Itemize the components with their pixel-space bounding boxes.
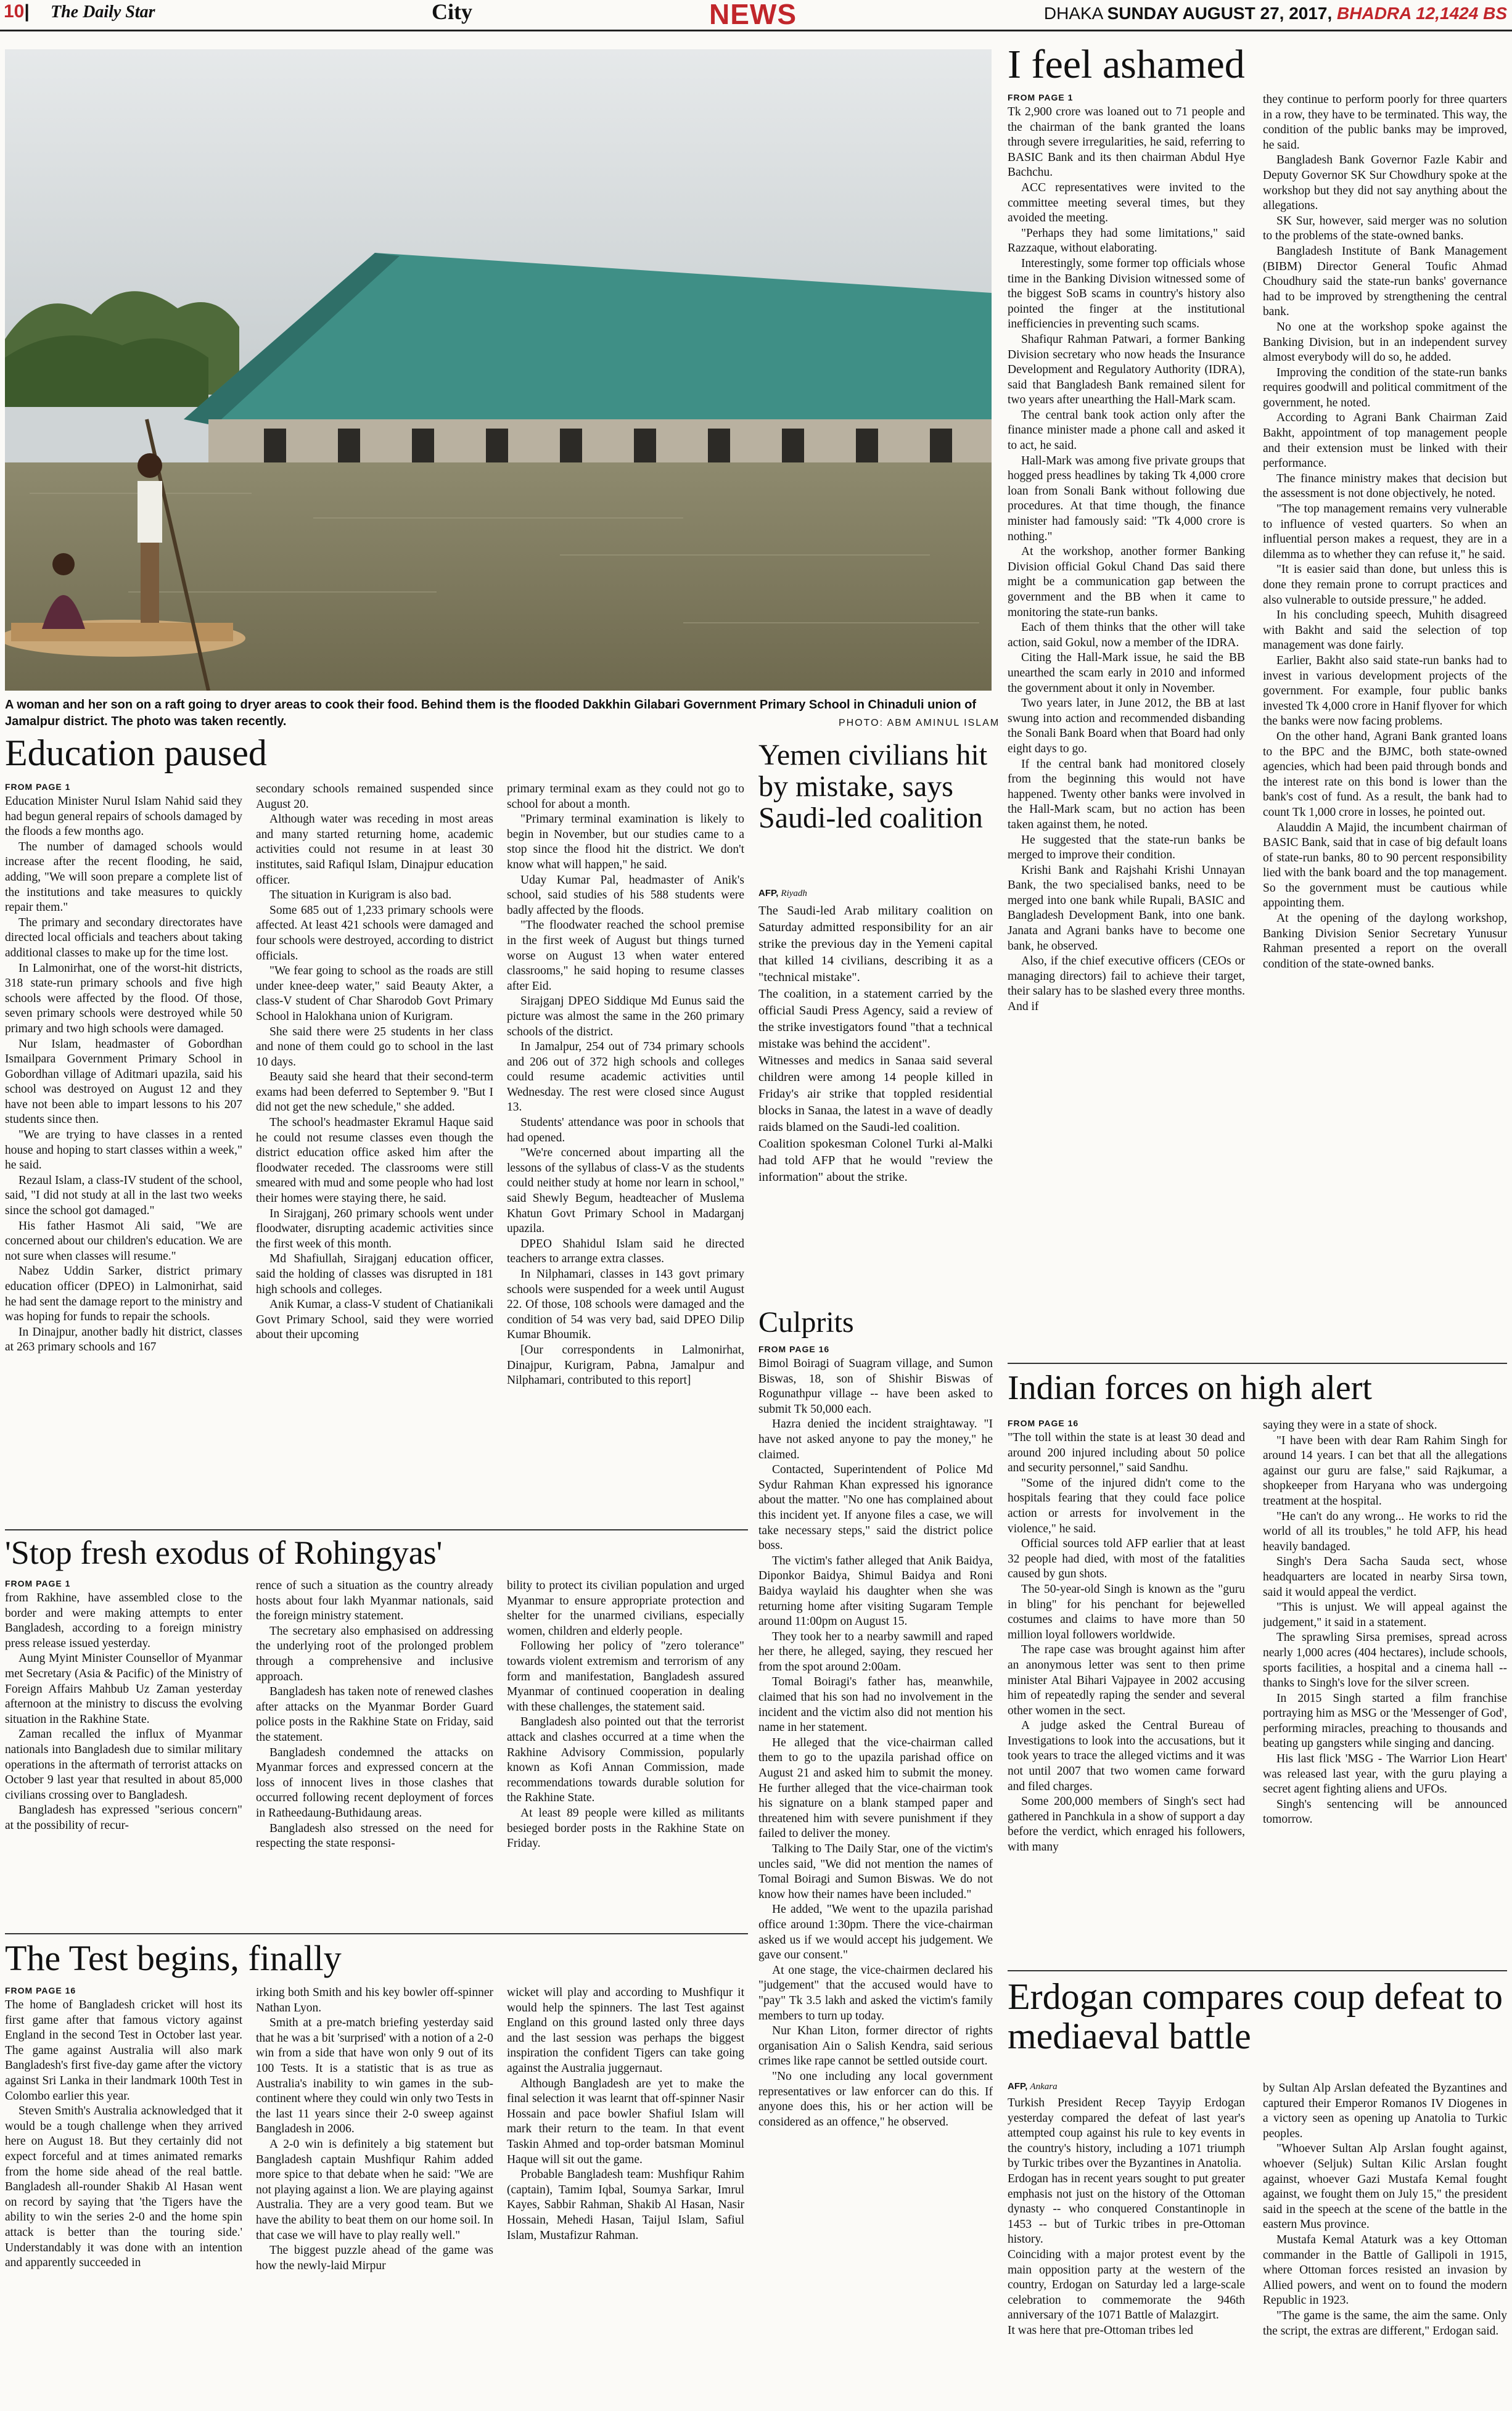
indian-divider (1008, 1363, 1507, 1364)
paragraph: SK Sur, however, said merger was no solution to the problems of the state-owned banks. (1263, 214, 1507, 243)
paragraph: [Our correspondents in Lalmonirhat, Dinajpur, Kurigram, Pabna, Jamalpur and Nilphamari, contributed to this report] (507, 1343, 744, 1387)
paragraph: Krishi Bank and Rajshahi Krishi Unnayan Bank, the two specialised banks, need to be merged into one bank while Rupali, BASIC and Bangladesh Development Bank, into one bank. Janata and Agrani banks have to become one bank, he observed. (1008, 863, 1245, 953)
paragraph: wicket will play and according to Mushfiqur it would help the spinners. The last Test against England on this ground lasted only three days and the last session was perhaps the biggest inspiration the confident Tigers can take going against the Australia juggernaut. (507, 1986, 744, 2075)
paragraph: The sprawling Sirsa premises, spread across nearly 1,000 acres (404 hectares), include schools, sports facilities, a hospital and a cinema hall -- thanks to Singh's love for the silver screen. (1263, 1631, 1507, 1690)
paragraph: Erdogan has in recent years sought to put greater emphasis not just on the history of the Ottoman dynasty -- who conquered Constantinople in 1453 -- but of Turkic tribes in pre-Ottoman history. (1008, 2172, 1245, 2246)
paragraph: ACC representatives were invited to the committee meeting several times, but they avoided the meeting. (1008, 181, 1245, 225)
paragraph: The 50-year-old Singh is known as the "guru in bling" for his penchant for bejewelled costumes and claims to have more than 50 million loyal followers worldwide. (1008, 1582, 1245, 1641)
flood-scene-illustration (5, 49, 992, 691)
paragraph: In his concluding speech, Muhith disagreed with Bakht and said the selection of top management was done fairly. (1263, 609, 1507, 652)
paragraph: Coalition spokesman Colonel Turki al-Malki had told AFP that he would "review the information" about the strike. (758, 1137, 993, 1184)
paragraph: they continue to perform poorly for three quarters in a row, they have to be terminated. This way, the condition of the public banks may be improved, he said. (1263, 93, 1507, 152)
yemen-headline: Yemen civilians hit by mistake, says Saudi-led coalition (758, 739, 988, 834)
paragraph: The home of Bangladesh cricket will host its first game after that famous victory against England in the second Test in October last year. The game against Australia will also mark Bangladesh's first five-day game after the victory against Sri Lanka in their landmark 100th Test in Colombo earlier this year. (5, 1998, 242, 2103)
rohingya-headline: 'Stop fresh exodus of Rohingyas' (5, 1534, 443, 1571)
section-label: City (432, 0, 472, 24)
paragraph: According to Agrani Bank Chairman Zaid Bakht, appointment of top management people and their extension must be linked with their performance. (1263, 411, 1507, 470)
erdogan-divider (1008, 1970, 1507, 1971)
test-col-3 (507, 1986, 744, 2405)
erdogan-byline: AFP, Ankara (1008, 2081, 1058, 2092)
paragraph: by Sultan Alp Arslan defeated the Byzantines and captured their Emperor Romanos IV Diogenes in a victory seen as opening up Anatolia to Turkic peoples. (1263, 2082, 1507, 2140)
paragraph: saying they were in a state of shock. (1263, 1419, 1437, 1432)
erdogan-col-2 (1263, 2081, 1507, 2405)
test-from-label: FROM PAGE 16 (5, 1986, 76, 1995)
paragraph: Education Minister Nurul Islam Nahid said they had begun general repairs of schools damaged by the floods a few months ago. (5, 795, 242, 839)
paragraph: Following her policy of "zero tolerance" towards violent extremism and terrorism of any form and manifestation, Bangladesh assured Myanmar of continued cooperation in dealing with these challenges, the statement said. (507, 1640, 744, 1714)
paragraph: The school's headmaster Ekramul Haque said he could not resume classes even though the district education office asked him after the floodwater receded. The classrooms were still smeared with mud and some people who had lost their homes were staying there, he said. (256, 1116, 493, 1206)
culprits-from-label: FROM PAGE 16 (758, 1344, 830, 1354)
paragraph: Improving the condition of the state-run banks requires goodwill and political commitment of the government, he noted. (1263, 366, 1507, 409)
paragraph: Official sources told AFP earlier that at least 32 people had died, with most of the fatalities caused by gun shots. (1008, 1537, 1245, 1581)
paragraph: Nur Khan Liton, former director of rights organisation Ain o Salish Kendra, said serious crimes like rape cannot be settled outside court. (758, 2024, 993, 2068)
rohingya-col-3 (507, 1579, 744, 1921)
paragraph: In Lalmonirhat, one of the worst-hit districts, 318 state-run primary schools and five high schools were affected by the flood. Of those, seven primary schools were destroyed while 50 primary and two high schools were damaged. (5, 961, 242, 1035)
paragraph: Two years later, in June 2012, the BB at last swung into action and recommended disbanding the Sonali Bank Board when that Board had only eight days to go. (1008, 697, 1245, 755)
paragraph: secondary schools remained suspended since August 20. (256, 782, 493, 811)
paragraph: Hall-Mark was among five private groups that hogged press headlines by taking Tk 4,000 crore loan from Sonali Bank without following due procedures. At that time though, the finance minister had famously said: "Tk 4,000 crore is nothing." (1008, 454, 1245, 543)
paragraph: Students' attendance was poor in schools that had opened. (507, 1116, 744, 1144)
paragraph: The central bank took action only after the finance minister made a phone call and asked it to act, he said. (1008, 408, 1245, 453)
paragraph: Some 685 out of 1,233 primary schools were affected. At least 421 schools were damaged and four schools were destroyed, according to district officials. (256, 903, 493, 963)
indian-col-2 (1263, 1418, 1507, 1955)
paragraph: Interestingly, some former top officials whose time in the Banking Division witnessed some of the biggest SoB scams in country's history also pointed the finger at the institutional inefficiencies in preventing such scams. (1008, 257, 1245, 331)
paragraph: DPEO Shahidul Islam said he directed teachers to arrange extra classes. (507, 1237, 744, 1266)
paragraph: bility to protect its civilian population and urged Myanmar to ensure appropriate protection and shelter for the unarmed civilians, especially women, children and elderly people. (507, 1579, 744, 1638)
paragraph: The number of damaged schools would increase after the recent flooding, he said, adding, "We will soon prepare a complete list of the institutions and take measures to quickly repair them." (5, 840, 242, 914)
paragraph: His last flick 'MSG - The Warrior Lion Heart' was released last year, with the guru playing a secret agent fighting aliens and UFOs. (1263, 1752, 1507, 1796)
paragraph: "The floodwater reached the school premise in the first week of August but things turned worse on August 13 when water entered classrooms," he said hoping to resume classes after Eid. (507, 919, 744, 993)
paragraph: The biggest puzzle ahead of the game was how the newly-laid Mirpur (256, 2244, 493, 2272)
paragraph: At the workshop, another former Banking Division official Gokul Chand Das said there might be a communication gap between the government and the BB when it came to monitoring the state-run banks. (1008, 545, 1245, 619)
paragraph: Singh's Dera Sacha Sauda sect, whose headquarters are located in nearby Sirsa town, said it would appeal the verdict. (1263, 1555, 1507, 1599)
paragraph: "The toll within the state is at least 30 dead and around 200 injured including about 50 police and security personnel," said Sandhu. (1008, 1431, 1245, 1475)
ashamed-from-label: FROM PAGE 1 (1008, 92, 1074, 102)
paragraph: It was here that pre-Ottoman tribes led (1008, 2323, 1194, 2337)
paragraph: Anik Kumar, a class-V student of Chatianikali Govt Primary School, said they were worried about their upcoming (256, 1298, 493, 1342)
education-col-1 (5, 782, 242, 1509)
paragraph: His father Hasmot Ali said, "We are concerned about our children's education. We are not sure when classes will resume." (5, 1219, 242, 1263)
paragraph: rence of such a situation as the country already hosts about four lakh Myanmar nationals, said the foreign ministry statement. (256, 1579, 493, 1623)
indian-from-label: FROM PAGE 16 (1008, 1418, 1079, 1428)
paragraph: Also, if the chief executive officers (CEOs or managing directors) fail to achieve their target, their salary has to be slashed every three months. And if (1008, 955, 1245, 1014)
education-headline: Education paused (5, 733, 267, 773)
paragraph: "Some of the injured didn't come to the hospitals fearing that they could face police action or arrests for involvement in the violence," he said. (1008, 1476, 1245, 1535)
paragraph: Smith at a pre-match briefing yesterday said that he was a bit 'surprised' with a notion of a 2-0 win from a side that have won only 9 out of its 100 Tests. It is a statistic that is as true as Australia's inability to win games in the sub-continent where they could win only two Tests in the last 11 years since their 2-0 sweep against Bangladesh in 2006. (256, 2016, 493, 2136)
paragraph: "I have been with dear Ram Rahim Singh for around 14 years. I can bet that all the allegations against our guru are false," said Rajkumar, a shopkeeper from Haryana who was undergoing treatment at the hospital. (1263, 1434, 1507, 1508)
paragraph: Bangladesh has taken note of renewed clashes after attacks on the Myanmar Border Guard police posts in the Rakhine State on Friday, said the statement. (256, 1685, 493, 1744)
paragraph: Coinciding with a major protest event by the main opposition party at the western of the country, Erdogan on Saturday led a large-scale celebration to commemorate the 946th anniversary of the 1071 Battle of Malazgirt. (1008, 2248, 1245, 2322)
paragraph: The secretary also emphasised on addressing the underlying root of the prolonged problem through a comprehensive and inclusive approach. (256, 1624, 493, 1683)
education-col-2 (256, 782, 493, 1509)
paragraph: At the opening of the daylong workshop, Banking Division Senior Secretary Yunusur Rahman presented a report on the overall condition of the state-owned banks. (1263, 912, 1507, 971)
paragraph: Bimol Boiragi of Suagram village, and Sumon Biswas, 18, son of Shishir Biswas of Rogunathpur village -- have been asked to submit Tk 50,000 each. (758, 1357, 993, 1416)
paragraph: Bangladesh Bank Governor Fazle Kabir and Deputy Governor SK Sur Chowdhury spoke at the workshop but they did not say anything about the allegations. (1263, 154, 1507, 213)
ashamed-headline: I feel ashamed (1008, 42, 1245, 87)
paragraph: Tk 2,900 crore was loaned out to 71 people and the chairman of the bank granted the loans through severe irregularities, he said, referring to BASIC Bank and its then chairman Abdul Hye Bachchu. (1008, 105, 1245, 179)
paragraph: Beauty said she heard that their second-term exams had been deferred to September 9. "But I did not get the new schedule," she added. (256, 1070, 493, 1114)
section-tag: NEWS (709, 0, 797, 30)
paragraph: In Jamalpur, 254 out of 734 primary schools and 206 out of 372 high schools and colleges could resume academic activities until Wednesday. The rest were closed since August 13. (507, 1040, 744, 1114)
paragraph: Although water was receding in most areas and many started returning home, academic activities could not resume in at least 30 institutes, said Rafiqul Islam, Dinajpur education officer. (256, 813, 493, 887)
paragraph: Bangladesh has expressed "serious concern" at the possibility of recur- (5, 1804, 242, 1832)
photo-credit: PHOTO: ABM AMINUL ISLAM (839, 718, 1000, 728)
ashamed-col-1 (1008, 92, 1245, 1350)
paragraph: Uday Kumar Pal, headmaster of Anik's school, said studies of his 588 students were badly affected by the floods. (507, 873, 744, 917)
paragraph: primary terminal exam as they could not go to school for about a month. (507, 782, 744, 811)
paragraph: Sirajganj DPEO Siddique Md Eunus said the picture was almost the same in the 260 primary schools of the district. (507, 995, 744, 1038)
paragraph: "The top management remains very vulnerable to influence of vested quarters. So when an influential person makes a request, they are in a dilemma as to whether they can refuse it," he said. (1263, 503, 1507, 561)
paragraph: A 2-0 win is definitely a big statement but Bangladesh captain Mushfiqur Rahim added more spice to that debate when he said: "We are not playing against a lion. We are playing against Australia. They are a very good team. But we have the ability to beat them on our home soil. In that case we will have to play really well." (256, 2137, 493, 2242)
photo-caption: A woman and her son on a raft going to dryer areas to cook their food. Behind them is the flooded Dakkhin Gilabari Government Primary School in Chinaduli union of Jamalpur district. The photo was taken recently. (5, 698, 976, 728)
paragraph: The rape case was brought against him after an anonymous letter was sent to then prime minister Atal Bihari Vajpayee in 2002 accusing him of repeatedly raping the sender and several other women in the sect. (1008, 1643, 1245, 1717)
paragraph: Bangladesh condemned the attacks on Myanmar forces and expressed concern at the loss of innocent lives in those clashes that occurred following recent deployment of forces in Ratheedaung-Buthidaung areas. (256, 1746, 493, 1820)
paragraph: "It is easier said than done, but unless this is done they remain prone to corrupt practices and also vulnerable to outside pressure," he added. (1263, 563, 1507, 607)
test-headline: The Test begins, finally (5, 1938, 342, 1978)
paragraph: "Perhaps they had some limitations," said Razzaque, without elaborating. (1008, 226, 1245, 255)
paragraph: In Sirajganj, 260 primary schools went under floodwater, disrupting academic activities since the first week of this month. (256, 1207, 493, 1251)
paragraph: In Nilphamari, classes in 143 govt primary schools were suspended for a week until August 22. Of those, 108 schools were damaged and the condition of 54 was very bad, said DPEO Dilip Kumar Bhoumik. (507, 1268, 744, 1342)
paragraph: On the other hand, Agrani Bank granted loans to the BPC and the BJMC, both state-owned agencies, which had been paid through bonds and the interest rate on this bond is lower than the bank's cost of fund. As a result, the bank had to count Tk 1,000 crore in losses, he pointed out. (1263, 729, 1507, 819)
indian-headline: Indian forces on high alert (1008, 1369, 1372, 1407)
paragraph: At least 89 people were killed as militants besieged border posts in the Rakhine State on Friday. (507, 1806, 744, 1850)
rohingya-divider (5, 1529, 748, 1530)
paragraph: Aung Myint Minister Counsellor of Myanmar met Secretary (Asia & Pacific) of the Ministry of Foreign Affairs Mahbub Uz Zaman yesterday afternoon at the ministry to discuss the evolving situation in the Rakhine State. (5, 1652, 242, 1726)
paragraph: from Rakhine, have assembled close to the border and were making attempts to enter Bangladesh, according to a foreign ministry press release issued yesterday. (5, 1592, 242, 1650)
paragraph: Mustafa Kemal Ataturk was a key Ottoman commander in the Battle of Gallipoli in 1915, where Ottoman forces resisted an invasion by Allied powers, and went on to found the modern Republic in 1923. (1263, 2233, 1507, 2307)
paragraph: They took her to a nearby sawmill and raped her there, he alleged, saying, they rescued her from the spot around 2:00am. (758, 1630, 993, 1674)
paragraph: At one stage, the vice-chairmen declared his "judgement" that the accused would have to "pay" Tk 3.5 lakh and asked the victim's family members to turn up today. (758, 1963, 993, 2023)
paragraph: "Primary terminal examination is likely to begin in November, but our studies came to a stop since the flood hit the district. We don't know what will happen," he said. (507, 813, 744, 871)
page-number: 10| (4, 1, 30, 22)
paragraph: Singh's sentencing will be announced tomorrow. (1263, 1797, 1507, 1826)
paragraph: Zaman recalled the influx of Myanmar nationals into Bangladesh due to similar military operations in the aftermath of terrorist attacks on October 9 last year that resulted in about 85,000 civilians crossing over to Bangladesh. (5, 1728, 242, 1802)
paragraph: Tomal Boiragi's father has, meanwhile, claimed that his son had no involvement in the incident and the victim also did not mention his name in her statement. (758, 1675, 993, 1735)
paragraph: "Whoever Sultan Alp Arslan fought against, whoever (Seljuk) Sultan Kilic Arslan fought against, whoever Gazi Mustafa Kemal fought against, we fought them on July 15," the president said in the speech at the scene of the battle in the eastern Mus province. (1263, 2142, 1507, 2232)
paragraph: He suggested that the state-run banks be merged to improve their condition. (1008, 833, 1245, 862)
education-col-3 (507, 782, 744, 1509)
paragraph: He added, "We went to the upazila parishad office around 1:30pm. There the vice-chairman asked us if we would accept his judgement. We gave our consent." (758, 1903, 993, 1962)
education-from-label: FROM PAGE 1 (5, 782, 71, 792)
paragraph: "The game is the same, the aim the same. Only the script, the extras are different," Erdogan said. (1263, 2309, 1507, 2338)
paragraph: The victim's father alleged that Anik Baidya, Diponkor Baidya, Shimul Baidya and Roni Baidya waylaid his daughter when she was returning home after visiting Sugaram Temple around 11:00pm on August 15. (758, 1554, 993, 1629)
yemen-body (758, 888, 993, 1350)
culprits-body (758, 1344, 993, 2405)
paragraph: Md Shafiullah, Sirajganj education officer, said the holding of classes was disrupted in 181 high schools and colleges. (256, 1252, 493, 1296)
paragraph: Turkish President Recep Tayyip Erdogan yesterday compared the defeat of last year's attempted coup against his rule to key events in the country's history, including a 1071 triumph by Turkic tribes over the Byzantines in Anatolia. (1008, 2097, 1245, 2171)
flood-photo (5, 49, 992, 691)
paragraph: Nur Islam, headmaster of Gobordhan Ismailpara Government Primary School in Gobordhan village of Aditmari upazila, said his school was destroyed on August 12 and they have not been able to impart lessons to his 207 students since then. (5, 1037, 242, 1127)
paragraph: Earlier, Bakht also said state-run banks had to invest in various development projects of the government. For example, four public banks invested Tk 4,000 crore in Hanif flyover for which the banks were now facing problems. (1263, 654, 1507, 728)
paragraph: Bangladesh Institute of Bank Management (BIBM) Director General Toufic Ahmad Choudhury said the state-run banks' governance had to be improved by strengthening the central bank. (1263, 244, 1507, 319)
test-divider (5, 1933, 748, 1934)
paragraph: In 2015 Singh started a film franchise portraying him as MSG or the 'Messenger of God', performing miracles, preaching to thousands and beating up gangsters while singing and dancing. (1263, 1691, 1507, 1751)
paragraph: Hazra denied the incident straightaway. "I have not asked anyone to pay the money," he claimed. (758, 1418, 993, 1461)
paragraph: Talking to The Daily Star, one of the victim's uncles said, "We did not mention the names of Tomal Boiragi and Sumon Biswas. We do not know how their names have been included." (758, 1842, 993, 1901)
paper-name: The Daily Star (51, 2, 155, 22)
paragraph: Rezaul Islam, a class-IV student of the school, said, "I did not study at all in the last two weeks since the school got damaged." (5, 1173, 242, 1218)
erdogan-col-1 (1008, 2081, 1245, 2405)
paragraph: The primary and secondary directorates have directed local officials and teachers about taking additional classes to make up for the time lost. (5, 916, 242, 959)
dateline: DHAKA SUNDAY AUGUST 27, 2017, BHADRA 12,1424 BS (1043, 4, 1507, 23)
erdogan-headline: Erdogan compares coup defeat to mediaeval battle (1008, 1976, 1503, 2056)
paragraph: Bangladesh also stressed on the need for respecting the state responsi- (256, 1822, 493, 1850)
paragraph: Some 200,000 members of Singh's sect had gathered in Panchkula in a show of support a day before the verdict, which enraged his followers, with many (1008, 1795, 1245, 1854)
rohingya-col-1 (5, 1579, 242, 1921)
culprits-headline: Culprits (758, 1306, 854, 1339)
indian-col-1 (1008, 1418, 1245, 1955)
paragraph: Nabez Uddin Sarker, district primary education officer (DPEO) in Lalmonirhat, said he had sent the damage report to the ministry and was hoping for funds to repair the schools. (5, 1265, 242, 1324)
paragraph: The coalition, in a statement carried by the official Saudi Press Agency, said a review of the strike investigators found "that a technical mistake was behind the accident". (758, 987, 993, 1051)
paragraph: The Saudi-led Arab military coalition on Saturday admitted responsibility for an air strike the previous day in the Yemeni capital that killed 14 civilians, describing it as a "technical mistake". (758, 904, 993, 984)
paragraph: The finance ministry makes that decision but the assessment is not done objectively, he noted. (1263, 472, 1507, 501)
paragraph: "He can't do any wrong... He works to rid the world of all its troubles," he told AFP, his head heavily bandaged. (1263, 1509, 1507, 1553)
paragraph: "This is unjust. We will appeal against the judgement," it said in a statement. (1263, 1601, 1507, 1629)
paragraph: Alauddin A Majid, the incumbent chairman of BASIC Bank, said that in case of big default loans of state-run banks, 80 to 90 percent responsibility lied with the bank board and the top management. So the government must be cautious while appointing them. (1263, 821, 1507, 910)
test-col-1 (5, 1986, 242, 2405)
paragraph: He alleged that the vice-chairman called them to go to the upazila parishad office on August 21 and asked him to submit the money. He further alleged that the vice-chairman took his signature on a blank stamped paper and threatened him with severe punishment if they failed to deliver the money. (758, 1736, 993, 1841)
paragraph: Witnesses and medics in Sanaa said several children were among 14 people killed in Friday's air strike that toppled residential blocks in Sanaa, the latest in a wave of deadly raids blamed on the Saudi-led coalition. (758, 1054, 993, 1134)
paragraph: "No one including any local government representatives or law enforcer can do this. If anyone does this, his or her action will be considered as an offence," he observed. (758, 2069, 993, 2129)
paragraph: "We're concerned about imparting all the lessons of the syllabus of class-V as the students could neither study at home nor learn in school," said Shewly Begum, headteacher of Muslema Khatun Govt Primary School in Madarganj upazila. (507, 1146, 744, 1236)
paragraph: Contacted, Superintendent of Police Md Sydur Rahman Khan expressed his ignorance about the matter. "No one has complained about this incident yet. If anyone files a case, we will take necessary steps," said the district police boss. (758, 1463, 993, 1553)
paragraph: A judge asked the Central Bureau of Investigations to look into the accusations, but it took years to trace the alleged victims and it was not until 2007 that two women came forward and filed charges. (1008, 1719, 1245, 1793)
paragraph: Probable Bangladesh team: Mushfiqur Rahim (captain), Tamim Iqbal, Soumya Sarkar, Imrul Kayes, Sabbir Rahman, Shakib Al Hasan, Nasir Hossain, Mehedi Hasan, Taijul Islam, Safiul Islam, Mustafizur Rahman. (507, 2168, 744, 2242)
rohingya-col-2 (256, 1579, 493, 1921)
test-col-2 (256, 1986, 493, 2405)
rohingya-from-label: FROM PAGE 1 (5, 1579, 71, 1588)
paragraph: Citing the Hall-Mark issue, he said the BB unearthed the scam early in 2010 and informed the government about it only in November. (1008, 651, 1245, 695)
ashamed-col-2 (1263, 92, 1507, 1350)
paragraph: No one at the workshop spoke against the Banking Division, but in an independent survey almost everybody will do so, he added. (1263, 320, 1507, 364)
paragraph: The situation in Kurigram is also bad. (269, 889, 452, 902)
paragraph: irking both Smith and his key bowler off-spinner Nathan Lyon. (256, 1986, 493, 2015)
paragraph: "We fear going to school as the roads are still under knee-deep water," said Beauty Akter, a class-V student of Char Sharodob Govt Primary School in Halokhana union of Kurigram. (256, 964, 493, 1023)
paragraph: In Dinajpur, another badly hit district, classes at 263 primary schools and 167 (5, 1325, 242, 1354)
paragraph: Each of them thinks that the other will take action, said Gokul, now a member of the IDRA. (1008, 621, 1245, 649)
paragraph: Steven Smith's Australia acknowledged that it would be a tough challenge when they arrived here on August 18. But they certainly did not expect forceful and at times animated remarks from the home side ahead of the real battle. Bangladesh all-rounder Shakib Al Hasan went on record by saying that 'the Tigers have the ability to win the series 2-0 and the home spin attack is better than the touring side.' Understandably it was done with an intention and apparently succeeded in (5, 2105, 242, 2270)
paragraph: If the central bank had monitored closely from the beginning this would not have happened. Twenty other banks were involved in the Hall-Mark scam, but no action has been taken against them, he noted. (1008, 757, 1245, 831)
paragraph: Although Bangladesh are yet to make the final selection it was learnt that off-spinner Nasir Hossain and pace bowler Shafiul Islam will mark their return to the team. In that event Taskin Ahmed and top-order batsman Mominul Haque will sit out the game. (507, 2077, 744, 2166)
paragraph: Shafiqur Rahman Patwari, a former Banking Division secretary who now heads the Insurance Development and Regulatory Authority (IDRA), said that Bangladesh Bank remained silent for two years after unearthing the Hall-Mark scam. (1008, 332, 1245, 407)
yemen-byline: AFP, Riyadh (758, 888, 807, 898)
paragraph: She said there were 25 students in her class and none of them could go to school in the last 10 days. (256, 1025, 493, 1069)
paragraph: "We are trying to have classes in a rented house and hoping to start classes within a week," he said. (5, 1128, 242, 1172)
paragraph: Bangladesh also pointed out that the terrorist attack and clashes occurred at a time when the Rakhine Advisory Commission, popularly known as Kofi Annan Commission, made recommendations towards durable solution for the Rakhine State. (507, 1715, 744, 1805)
